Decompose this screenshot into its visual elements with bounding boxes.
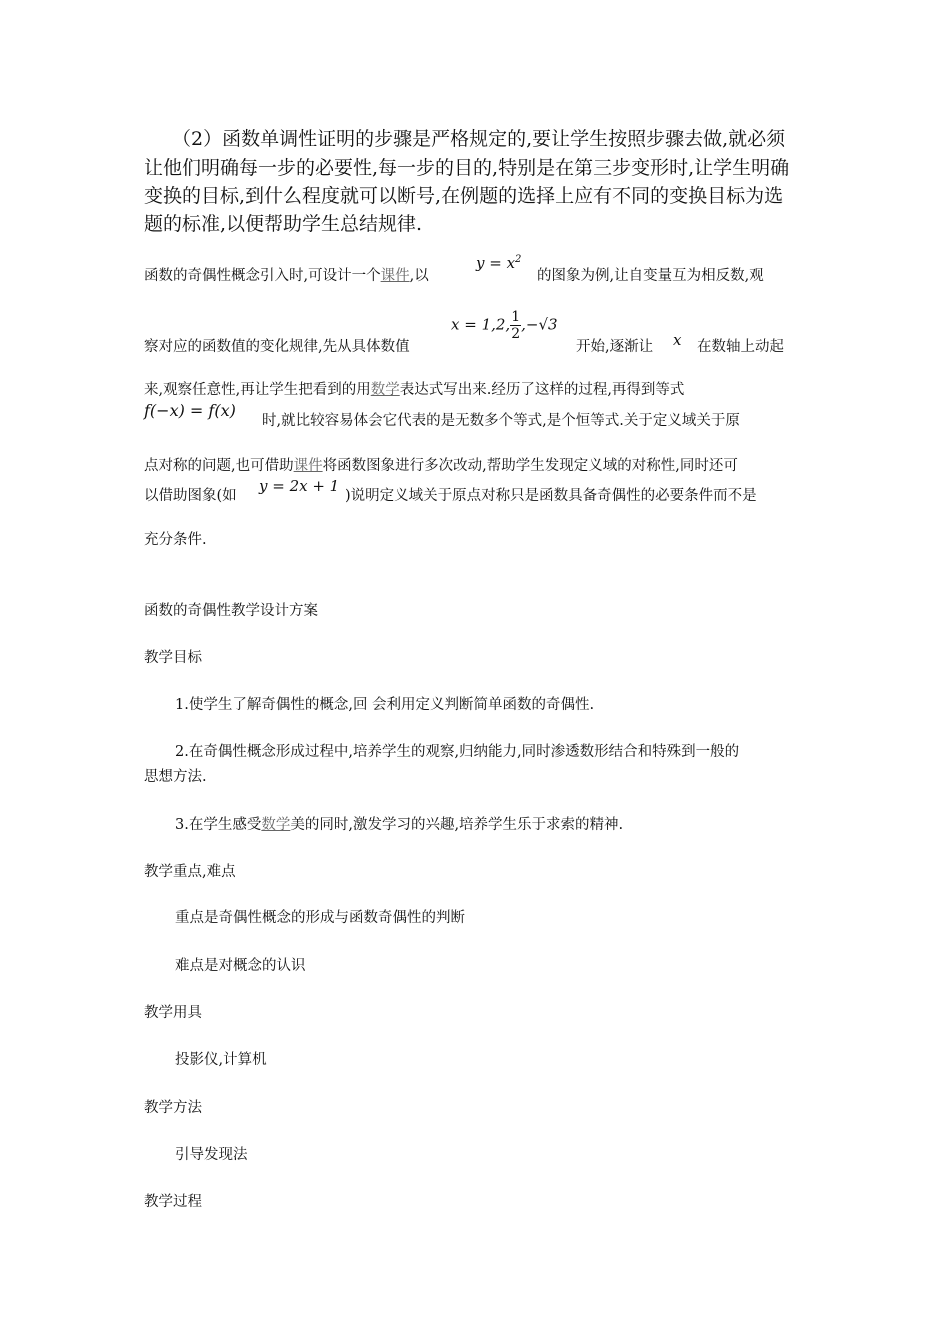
text-segment: 函数的奇偶性概念引入时,可设计一个 xyxy=(144,268,381,284)
plan-title: 函数的奇偶性教学设计方案 xyxy=(144,603,318,619)
text-segment: 3.在学生感受 xyxy=(175,817,262,833)
para2-line2-mid: 开始,逐渐让 xyxy=(576,339,654,355)
fraction-denominator: 2 xyxy=(511,326,521,342)
formula-text: x = 1,2, xyxy=(451,315,511,334)
text-segment: 将函数图象进行多次改动,帮助学生发现定义域的对称性,同时还可 xyxy=(322,458,738,474)
para2-line6-end: )说明定义域关于原点对称只是函数具备奇偶性的必要条件而不是 xyxy=(345,488,757,504)
courseware-link[interactable]: 课件 xyxy=(380,268,410,284)
text-segment: 美的同时,激发学习的兴趣,培养学生乐于求索的精神. xyxy=(290,817,624,833)
key-heading: 教学重点,难点 xyxy=(144,864,236,880)
formula-exponent: 2 xyxy=(515,254,522,265)
text-segment: ,以 xyxy=(409,268,429,284)
math-link[interactable]: 数学 xyxy=(370,382,400,398)
courseware-link[interactable]: 课件 xyxy=(293,458,323,474)
formula-x: x xyxy=(673,331,682,349)
formula-text: y = x xyxy=(476,254,516,272)
tools-text: 投影仪,计算机 xyxy=(175,1052,267,1068)
formula-y-2x-plus-1: y = 2x + 1 xyxy=(259,477,340,495)
formula-f-neg-x: f(−x) = f(x) xyxy=(144,401,236,420)
para2-line6-start: 以借助图象(如 xyxy=(144,488,237,504)
para1-line1: （2）函数单调性证明的步骤是严格规定的,要让学生按照步骤去做,就必须 xyxy=(172,128,786,150)
method-heading: 教学方法 xyxy=(144,1100,202,1116)
para2-line7: 充分条件. xyxy=(144,532,207,548)
goal-item-2-cont: 思想方法. xyxy=(144,769,207,785)
para1-line2: 让他们明确每一步的必要性,每一步的目的,特别是在第三步变形时,让学生明确 xyxy=(144,157,790,179)
para2-line3 xyxy=(144,378,684,399)
tools-heading: 教学用具 xyxy=(144,1005,202,1021)
method-text: 引导发现法 xyxy=(175,1147,248,1163)
fraction-numerator: 1 xyxy=(511,309,521,325)
text-segment: 表达式写出来.经历了这样的过程,再得到等式 xyxy=(399,382,685,398)
goals-heading: 教学目标 xyxy=(144,650,202,666)
formula-x-values xyxy=(451,309,558,342)
formula-y-equals-x-squared xyxy=(476,254,521,272)
difficult-point: 难点是对概念的认识 xyxy=(175,958,306,974)
key-point: 重点是奇偶性概念的形成与函数奇偶性的判断 xyxy=(175,910,465,926)
goal-item-1: 1.使学生了解奇偶性的概念,回 会利用定义判断简单函数的奇偶性. xyxy=(175,697,595,713)
para2-line2-end: 在数轴上动起 xyxy=(697,339,784,355)
goal-item-2: 2.在奇偶性概念形成过程中,培养学生的观察,归纳能力,同时渗透数形结合和特殊到一般的 xyxy=(175,744,740,760)
para2-line1-end: 的图象为例,让自变量互为相反数,观 xyxy=(537,268,764,284)
para1-line3: 变换的目标,到什么程度就可以断号,在例题的选择上应有不同的变换目标为选 xyxy=(144,185,784,207)
para2-line4: 时,就比较容易体会它代表的是无数多个等式,是个恒等式.关于定义域关于原 xyxy=(262,413,740,429)
text-segment: 点对称的问题,也可借助 xyxy=(144,458,294,474)
process-heading: 教学过程 xyxy=(144,1194,202,1210)
fraction-one-half xyxy=(510,309,521,342)
text-segment: 来,观察任意性,再让学生把看到的用 xyxy=(144,382,371,398)
para2-line2: 察对应的函数值的变化规律,先从具体数值 xyxy=(144,339,410,355)
formula-text: ,−√3 xyxy=(521,315,558,334)
para1-line4: 题的标准,以便帮助学生总结规律. xyxy=(144,213,423,235)
para2-line1 xyxy=(144,264,429,285)
para2-line5 xyxy=(144,454,738,475)
goal-item-3 xyxy=(175,813,623,834)
math-link[interactable]: 数学 xyxy=(261,817,291,833)
